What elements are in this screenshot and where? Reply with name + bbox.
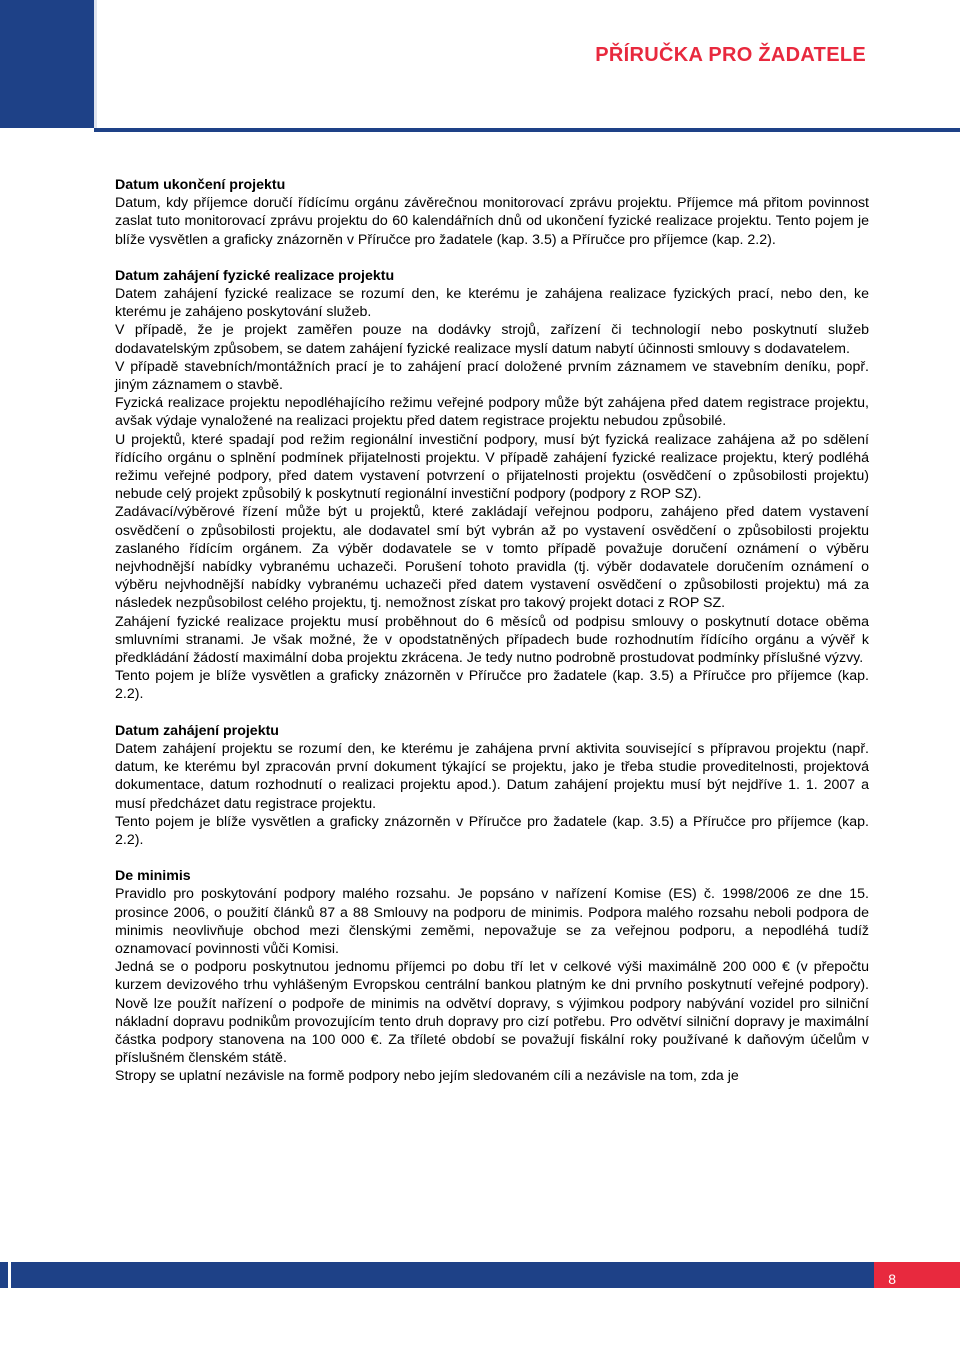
paragraph: U projektů, které spadají pod režim regionální investiční podpory, musí být fyzická realizace zahájena až po sdělení řídícího orgánu o splnění podmínek přijatelnosti projektu. V případě zahájení fyzické realizace projektu, který podléhá režimu veřejné podpory, před datem vystavení potvrzení o přijatelnosti projektu (osvědčení o způsobilosti projektu) nebude celý projekt způsobilý k poskytnutí regionální investiční podpory (podpory z ROP SZ). bbox=[115, 431, 869, 503]
section-de-minimis bbox=[115, 867, 869, 1085]
section-heading: Datum zahájení fyzické realizace projektu bbox=[115, 267, 395, 284]
section-datum-zahajeni-projektu bbox=[115, 722, 869, 849]
paragraph: Tento pojem je blíže vysvětlen a graficky znázorněn v Příručce pro žadatele (kap. 3.5) a Příručce pro příjemce (kap. 2.2). bbox=[115, 813, 869, 848]
footer-bar bbox=[0, 1262, 960, 1288]
paragraph: Stropy se uplatní nezávisle na formě podpory nebo jejím sledovaném cíli a nezávisle na tom, zda je bbox=[115, 1068, 739, 1085]
section-datum-ukonceni-projektu bbox=[115, 176, 869, 249]
paragraph: Jedná se o podporu poskytnutou jednomu příjemci po dobu tří let v celkové výši maximálně 200 000 € (v přepočtu kurzem devizového trhu vyhlášeným Evropskou centrální bankou platným ke dni prvního poskytnutí veřejné podpory). Nově lze použít nařízení o podpoře de minimis na odvětví dopravy, s výjimkou podpory nabývání vozidel pro silniční nákladní dopravu podnikům provozujícím tento druh dopravy pro cizí potřebu. Pro odvětví silniční dopravy je maximální částka podpory stanovena na 100 000 €. Za tříleté období se považují fiskální roky používané k daňovým účelům v příslušném členském státě. bbox=[115, 959, 869, 1067]
footer-page-box bbox=[874, 1262, 960, 1288]
paragraph: V případě stavebních/montážních prací je to zahájení prací doložené prvním záznamem ve stavebním deníku, popř. jiným záznamem o stavbě. bbox=[115, 358, 869, 394]
page-number: 8 bbox=[888, 1271, 896, 1287]
header-rule bbox=[94, 128, 960, 132]
paragraph: Tento pojem je blíže vysvětlen a graficky znázorněn v Příručce pro žadatele (kap. 3.5) a Příručce pro příjemce (kap. 2.2). bbox=[115, 668, 869, 703]
header-band-left bbox=[0, 0, 94, 128]
section-heading: Datum ukončení projektu bbox=[115, 177, 286, 193]
section-heading: De minimis bbox=[115, 868, 191, 885]
section-heading: Datum zahájení projektu bbox=[115, 722, 279, 739]
paragraph: Datem zahájení projektu se rozumí den, ke kterému je zahájena první aktivita související s přípravou projektu (např. datum, ke kterému byl zpracován první dokument týkající se projektu, jako je třeba studie proveditelnosti, projektová dokumentace, datum rozhodnutí o realizaci projektu apod.). Datum zahájení projektu musí být nejdříve 1. 1. 2007 a musí předcházet datu registrace projektu. bbox=[115, 740, 869, 812]
paragraph: Datum, kdy příjemce doručí řídícímu orgánu závěrečnou monitorovací zprávu projektu. Příjemce má přitom povinnost zaslat tuto monitorovací zprávu projektu do 60 kalendářních dnů od ukončení fyzické realizace projektu. Tento pojem je blíže vysvětlen a graficky znázorněn v Příručce pro žadatele (kap. 3.5) a Příručce pro příjemce (kap. 2.2). bbox=[115, 195, 869, 248]
paragraph: Zadávací/výběrové řízení může být u projektů, které zakládají veřejnou podporu, zahájeno před datem vystavení osvědčení o způsobilosti projektu, ale dodavatel smí být vybrán až po vystavení osvědčení o způsobilosti projektu zaslaného řídícím orgánem. Za výběr dodavatele se v tomto případě považuje doručení oznámení o výběru nejvhodnější nabídky vybranému uchazeči. Porušení tohoto pravidla (tj. výběr dodavatele doručením oznámení o výběru nejvhodnější nabídky vybranému uchazeči před datem vystavení osvědčení o způsobilosti projektu) má za následek nezpůsobilost celého projektu, tj. nemožnost získat pro takový projekt dotaci z ROP SZ. bbox=[115, 504, 869, 612]
paragraph: Fyzická realizace projektu nepodléhajícího režimu veřejné podpory může být zahájena před datem registrace projektu, avšak výdaje vynaložené na realizaci projektu před datem registrace projektu nebudou způsobilé. bbox=[115, 395, 869, 430]
page-header-title: PŘÍRUČKA PRO ŽADATELE bbox=[595, 44, 866, 66]
section-datum-zahajeni-fyzicke-realizace bbox=[115, 267, 869, 704]
paragraph: Zahájení fyzické realizace projektu musí proběhnout do 6 měsíců od podpisu smlouvy o poskytnutí dotace oběma smluvními stranami. Je však možné, že v opodstatněných případech bude rozhodnutím řídícího orgánu a vývěř k předkládání žádostí maximální doba projektu zkrácena. Je tedy nutno podrobně prostudovat podmínky příslušné výzvy. bbox=[115, 613, 869, 667]
paragraph: V případě, že je projekt zaměřen pouze na dodávky strojů, zařízení či technologií nebo poskytnutí služeb dodavatelským způsobem, se datem zahájení fyzické realizace myslí datum nabytí účinnosti smlouvy s dodavatelem. bbox=[115, 322, 869, 357]
document-body bbox=[115, 176, 869, 1104]
paragraph: Pravidlo pro poskytování podpory malého rozsahu. Je popsáno v nařízení Komise (ES) č. 1998/2006 ze dne 15. prosince 2006, o použití článků 87 a 88 Smlouvy na podporu de minimis. Podpora malého rozsahu neboli podpora de minimis neovlivňuje obchod mezi členskými zeměmi, nepovažuje se za veřejnou podporu, a nepodléhá tudíž oznamovací povinnosti vůči Komisi. bbox=[115, 886, 869, 957]
paragraph: Datem zahájení fyzické realizace se rozumí den, ke kterému je zahájena realizace fyzických prací, nebo den, ke kterému je zahájeno poskytování služeb. bbox=[115, 286, 869, 321]
